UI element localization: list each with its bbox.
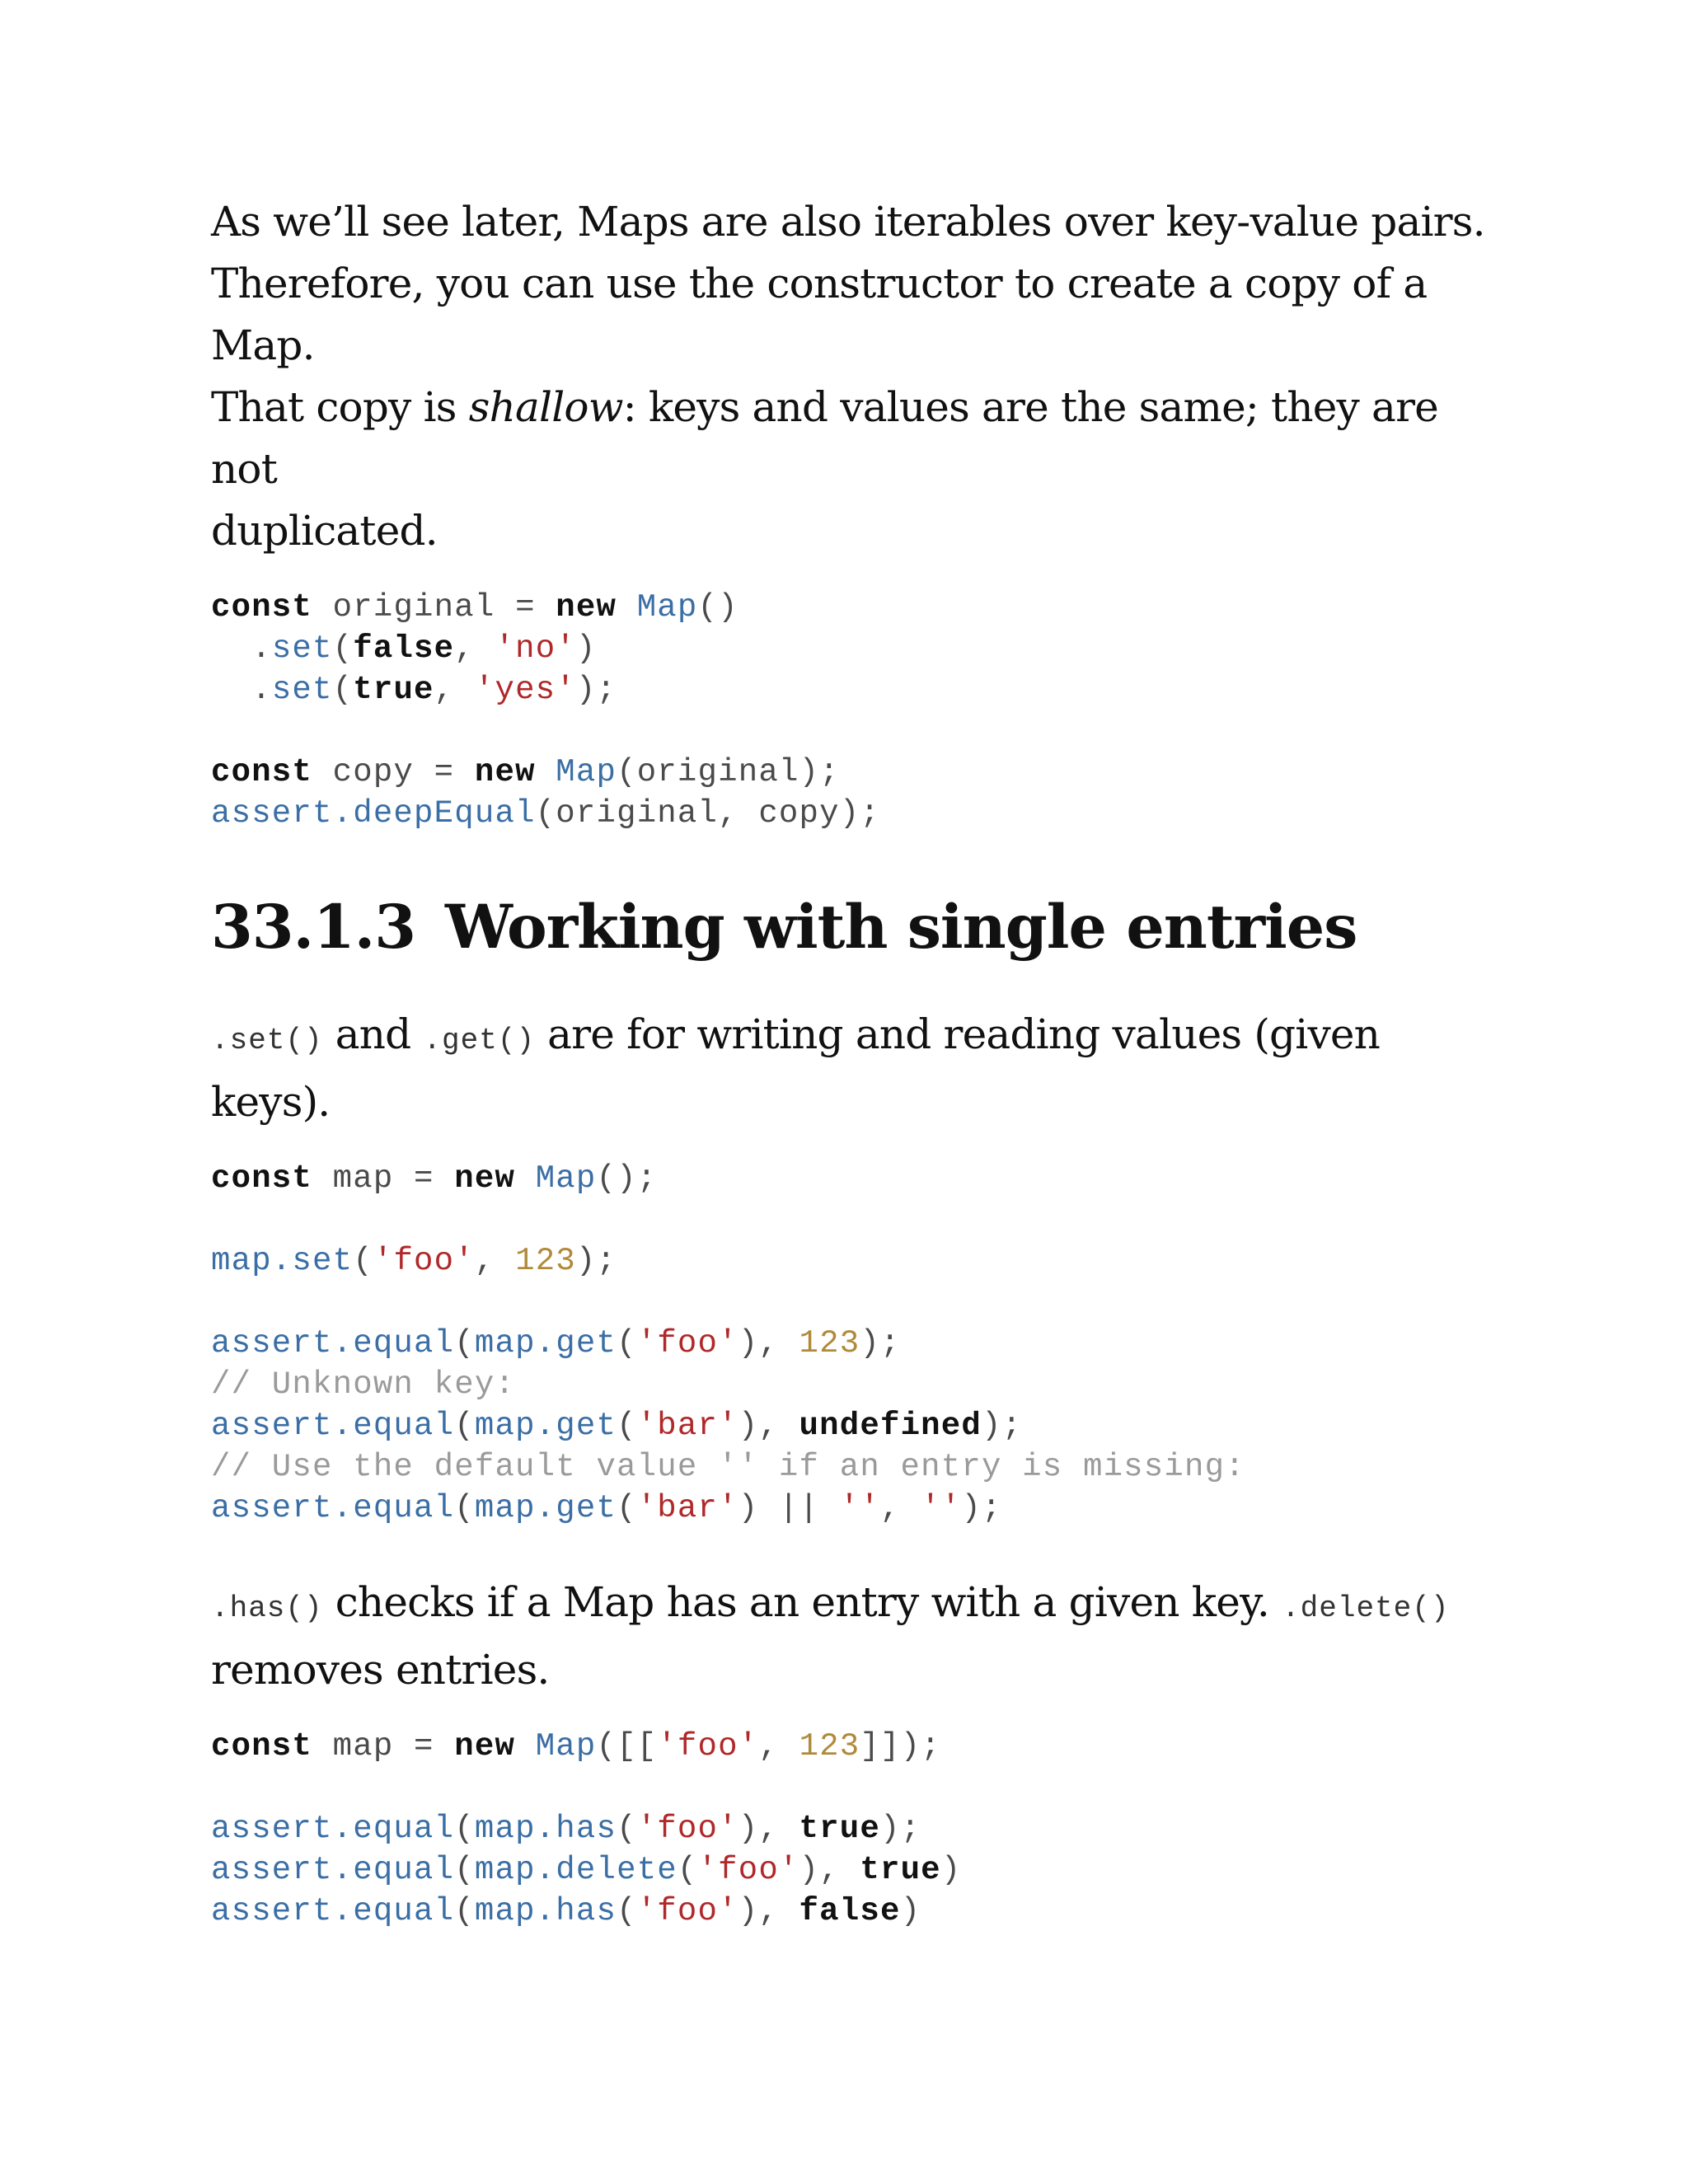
text-line: Therefore, you can use the constructor to create a copy of a Map. [211,260,1428,369]
inline-code-set: .set() [211,1024,323,1057]
code-block-copy [211,587,1497,834]
code-line: const map = new Map([['foo', 123]]); [211,1728,941,1765]
code-comment: // Unknown key: [211,1366,516,1403]
text-line: : keys and values are the same; they are not [211,383,1438,493]
emphasis-shallow: shallow [468,383,623,431]
code-line: assert.equal(map.has('foo'), true); [211,1811,921,1847]
section-heading [211,890,1497,964]
code-line: const copy = new Map(original); [211,754,840,790]
text-line: As we’ll see later, Maps are also iterables over key-value pairs. [211,198,1485,246]
code-line: const map = new Map(); [211,1160,658,1197]
text-line: duplicated. [211,507,438,555]
inline-code-has: .has() [211,1591,323,1625]
code-line: assert.equal(map.get('foo'), 123); [211,1325,901,1361]
code-line: assert.equal(map.get('bar') || '', ''); [211,1490,1002,1526]
inline-code-get: .get() [423,1024,536,1057]
inline-code-delete: .delete() [1282,1591,1450,1625]
code-block-has-delete [211,1726,1497,1932]
paragraph-set-get: .set() and .get() are for writing and reading values (given keys). [211,1010,1381,1126]
paragraph-map-copy [211,191,1497,562]
code-comment: // Use the default value '' if an entry is missing: [211,1449,1245,1485]
section-title: Working with single entries [445,892,1357,963]
code-line: const original = new Map() [211,589,738,626]
code-line: assert.equal(map.has('foo'), false) [211,1893,921,1929]
document-page [211,191,1497,1932]
code-block-set-get [211,1158,1497,1529]
code-line: assert.equal(map.get('bar'), undefined); [211,1408,1023,1444]
section-number: 33.1.3 [211,892,416,963]
text-line: removes entries. [211,1646,550,1694]
paragraph-has-delete: .has() checks if a Map has an entry with a given key. .delete() removes entries. [211,1578,1450,1694]
code-line: assert.equal(map.delete('foo'), true) [211,1852,962,1888]
code-line: assert.deepEqual(original, copy); [211,795,880,832]
code-line: .set(true, 'yes'); [211,672,617,708]
code-line: .set(false, 'no') [211,630,597,667]
code-line: map.set('foo', 123); [211,1243,617,1279]
text-line: That copy is [211,383,469,431]
